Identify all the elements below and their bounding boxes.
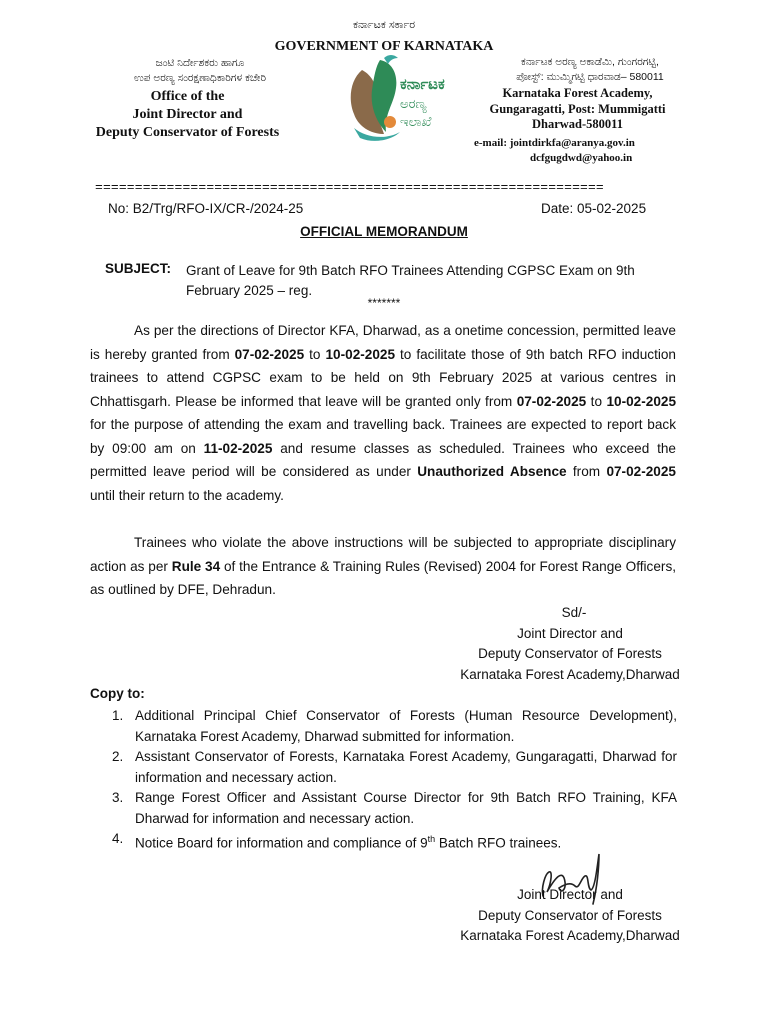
address-kannada-line: ಪೋಸ್ಟ್: ಮುಮ್ಮಿಗಟ್ಟಿ ಧಾರವಾಡ– 580011: [516, 71, 664, 83]
subject-text: Grant of Leave for 9th Batch RFO Trainees Attending CGPSC Exam on 9th February 2025 – reg.: [186, 263, 635, 298]
office-english-line: Joint Director and: [132, 107, 243, 122]
signoff-line: Karnataka Forest Academy,Dharwad: [460, 928, 680, 943]
bold-term: Unauthorized Absence: [417, 464, 567, 479]
header-divider: ================================================================: [95, 180, 604, 195]
bold-rule: Rule 34: [171, 558, 221, 574]
bold-date: 11-02-2025: [203, 440, 273, 456]
email-line: e-mail: jointdirkfa@aranya.gov.in: [474, 137, 635, 149]
address-english-line: Dharwad-580011: [532, 117, 623, 131]
bold-date: 10-02-2025: [606, 393, 677, 409]
office-kannada-line: ಜಂಟಿ ನಿರ್ದೇಶಕರು ಹಾಗೂ: [155, 57, 245, 69]
body-text: until their return to the academy.: [90, 487, 284, 503]
copy-to-number: 2.: [112, 749, 124, 764]
office-english-line: Deputy Conservator of Forests: [95, 125, 280, 140]
gov-kannada-title: ಕರ್ನಾಟಕ ಸರ್ಕಾರ: [352, 19, 416, 31]
copy-to-number: 1.: [112, 708, 124, 723]
body-text: to: [586, 393, 607, 409]
body-text: for the purpose of attending the exam and travelling back. Trainees are expected to report back by 09:00 am on: [90, 417, 676, 456]
reference-number: No: B2/Trg/RFO-IX/CR-/2024-25: [108, 201, 304, 216]
body-paragraph-1: [90, 319, 676, 507]
body-paragraph-2: [90, 531, 676, 602]
copy-to-text: Additional Principal Chief Conservator of Forests (Human Resource Development), Karnataka Forest Academy, Dharwad submitted for information.: [135, 708, 677, 744]
signoff-line: Deputy Conservator of Forests: [478, 646, 662, 661]
body-text: As per the directions of Director KFA, Dharwad, as a onetime concession, permitted leave is hereby granted from: [90, 323, 676, 362]
signoff-block-2: [440, 885, 700, 947]
logo-sun-shape: [384, 116, 396, 128]
office-english-line: Office of the: [150, 89, 225, 104]
body-text: Trainees who violate the above instructions will be subjected to appropriate disciplinary action as per: [90, 535, 676, 574]
address-kannada-line: ಕರ್ನಾಟಕ ಅರಣ್ಯ ಅಕಾಡೆಮಿ, ಗುಂಗರಗಟ್ಟಿ,: [521, 56, 659, 68]
body-text: of the Entrance & Training Rules (Revised) 2004 for Forest Range Officers, as outlined by DFE, Dehradun.: [90, 558, 677, 597]
logo-text-line: ಇಲಾಖೆ: [400, 115, 432, 130]
copy-to-number: 4.: [112, 831, 124, 846]
office-kannada-line: ಉಪ ಅರಣ್ಯ ಸಂರಕ್ಷಣಾಧಿಕಾರಿಗಳ ಕಚೇರಿ: [133, 72, 266, 84]
gov-english-title: GOVERNMENT OF KARNATAKA: [274, 39, 494, 54]
bold-date: 07-02-2025: [234, 346, 305, 362]
address-english-line: Gungaragatti, Post: Mummigatti: [489, 101, 666, 116]
email-line-secondary: dcfgugdwd@yahoo.in: [530, 152, 633, 164]
signoff-sd: Sd/-: [561, 605, 587, 620]
logo-text-line: ಕರ್ನಾಟಕ: [400, 75, 445, 93]
copy-to-heading: Copy to:: [90, 686, 145, 701]
superscript-th: th: [427, 834, 436, 844]
signoff-line: Deputy Conservator of Forests: [478, 907, 662, 923]
office-english-block: [80, 88, 295, 142]
address-kannada-block: [500, 55, 680, 85]
subject-label: SUBJECT:: [105, 261, 172, 276]
copy-to-text: Range Forest Officer and Assistant Course Director for 9th Batch RFO Training, KFA Dharwad for information and necessary action.: [135, 790, 677, 826]
copy-to-text: Notice Board for information and compliance of 9: [135, 835, 428, 851]
body-text: from: [566, 464, 607, 479]
copy-to-list: [112, 706, 677, 854]
signoff-block-1: [440, 603, 700, 685]
memo-title: OFFICIAL MEMORANDUM: [300, 224, 468, 239]
body-text: to facilitate those of 9th batch RFO induction trainees to attend CGPSC exam to be held on 9th February 2025 at various centres in Chhattisgarh. Please be informed that leave will be granted only from: [90, 346, 676, 409]
separator-stars: *******: [367, 296, 401, 310]
copy-to-item: [112, 747, 677, 788]
copy-to-text: Batch RFO trainees.: [435, 835, 562, 851]
bold-date: 10-02-2025: [325, 346, 396, 362]
copy-to-item: [112, 706, 677, 747]
document-date: Date: 05-02-2025: [541, 201, 647, 216]
signoff-line: Joint Director and: [517, 887, 623, 902]
signoff-line: Joint Director and: [517, 625, 623, 641]
bold-date: 07-02-2025: [606, 464, 676, 479]
bold-date: 07-02-2025: [516, 393, 587, 409]
body-text: and resume classes as scheduled. Trainees who exceed the permitted leave period will be considered as under: [90, 440, 676, 479]
copy-to-text: Assistant Conservator of Forests, Karnataka Forest Academy, Gungaragatti, Dharwad for information and necessary action.: [135, 749, 677, 785]
body-text: to: [304, 346, 326, 362]
copy-to-item: [112, 788, 677, 829]
logo-text-line: ಅರಣ್ಯ: [400, 97, 427, 112]
karnataka-forest-department-logo: [340, 52, 460, 147]
address-english-block: [475, 86, 680, 133]
copy-to-number: 3.: [112, 790, 124, 805]
signoff-line: Karnataka Forest Academy,Dharwad: [460, 666, 680, 682]
office-kannada-block: [80, 56, 320, 86]
address-english-line: Karnataka Forest Academy,: [502, 86, 653, 100]
